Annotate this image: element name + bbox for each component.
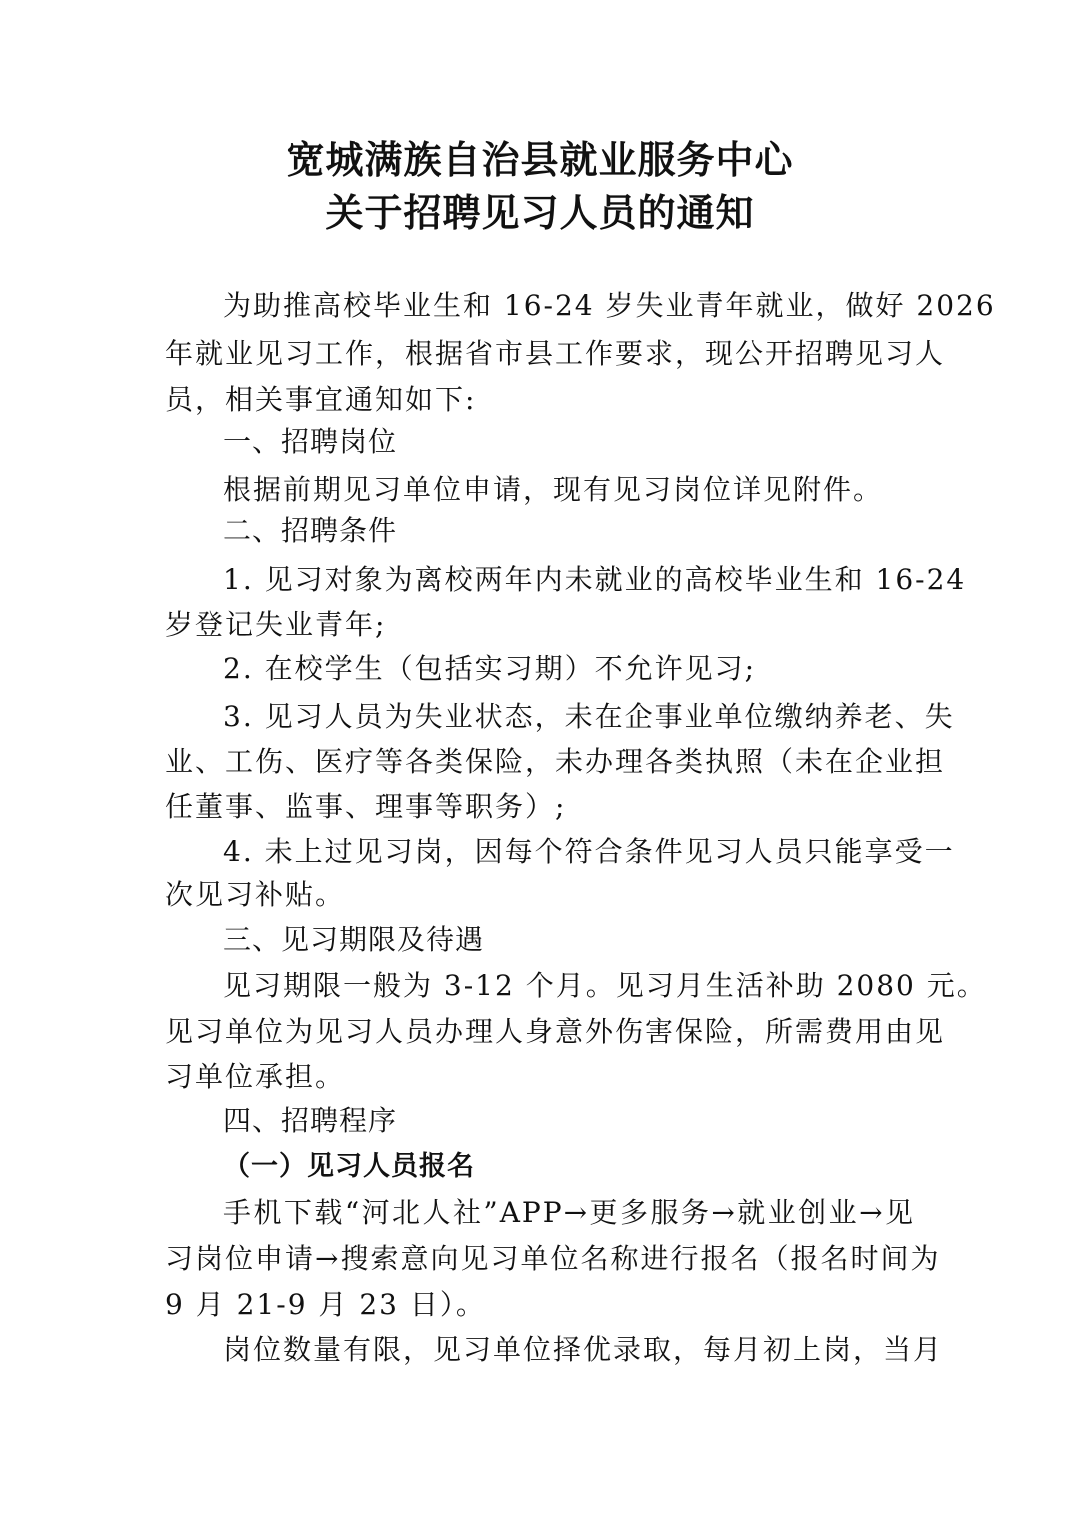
section-heading-procedure: 四、招聘程序 — [223, 1104, 398, 1137]
term-paragraph-line-1: 见习期限一般为 3-12 个月。见习月生活补助 2080 元。 — [223, 969, 987, 1002]
document-title-line-1: 宽城满族自治县就业服务中心 — [286, 137, 794, 182]
intro-paragraph-line-1: 为助推高校毕业生和 16-24 岁失业青年就业，做好 2026 — [223, 289, 996, 322]
condition-3-line-3: 任董事、监事、理事等职务）; — [165, 790, 567, 823]
term-paragraph-line-2: 见习单位为见习人员办理人身意外伤害保险，所需费用由见 — [165, 1015, 946, 1048]
term-paragraph-line-3: 习单位承担。 — [165, 1060, 346, 1093]
condition-3-line-2: 业、工伤、医疗等各类保险，未办理各类执照（未在企业担 — [165, 745, 946, 778]
section-heading-term-and-pay: 三、见习期限及待遇 — [223, 923, 485, 956]
selection-paragraph-line-1: 岗位数量有限，见习单位择优录取，每月初上岗，当月 — [223, 1333, 944, 1366]
condition-1-line-1: 1. 见习对象为离校两年内未就业的高校毕业生和 16-24 — [223, 563, 967, 596]
intro-paragraph-line-3: 员，相关事宜通知如下: — [165, 383, 477, 416]
condition-3-line-1: 3. 见习人员为失业状态，未在企事业单位缴纳养老、失 — [223, 700, 955, 733]
subsection-heading-registration: （一）见习人员报名 — [223, 1151, 475, 1182]
registration-paragraph-line-2: 习岗位申请→搜索意向见习单位名称进行报名（报名时间为 — [165, 1242, 941, 1275]
section-heading-conditions: 二、招聘条件 — [223, 514, 398, 547]
section-heading-positions: 一、招聘岗位 — [223, 425, 398, 458]
positions-paragraph: 根据前期见习单位申请，现有见习岗位详见附件。 — [223, 473, 884, 506]
intro-paragraph-line-2: 年就业见习工作，根据省市县工作要求，现公开招聘见习人 — [165, 337, 946, 370]
condition-4-line-1: 4. 未上过见习岗，因每个符合条件见习人员只能享受一 — [223, 835, 955, 868]
document-title-line-2: 关于招聘见习人员的通知 — [325, 190, 755, 235]
condition-1-line-2: 岁登记失业青年; — [165, 608, 387, 641]
registration-paragraph-line-3: 9 月 21-9 月 23 日）。 — [165, 1288, 486, 1321]
registration-paragraph-line-1: 手机下载“河北人社”APP→更多服务→就业创业→见 — [223, 1196, 915, 1229]
condition-2: 2. 在校学生（包括实习期）不允许见习; — [223, 652, 757, 685]
condition-4-line-2: 次见习补贴。 — [165, 878, 346, 911]
